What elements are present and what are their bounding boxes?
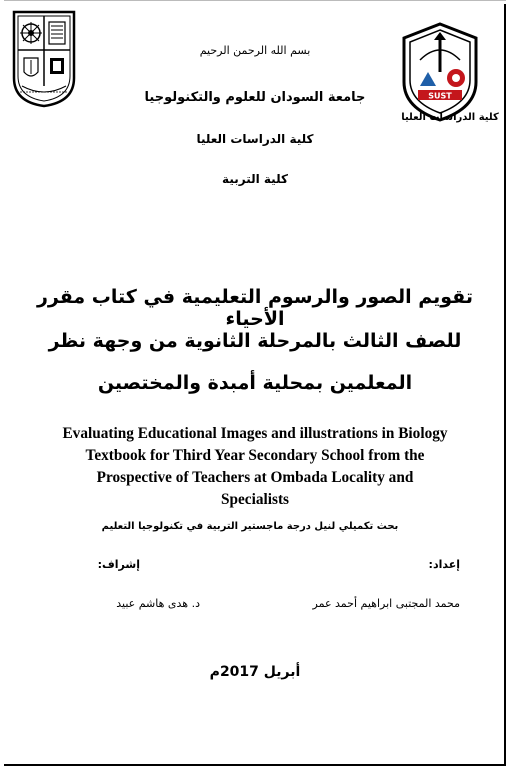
emblem-caption: كلية الدراسات العليا	[401, 112, 499, 123]
english-title-line-2: Textbook for Third Year Secondary School from the	[85, 447, 425, 464]
education-college-name: كلية التربية	[222, 172, 288, 186]
english-title-line-1: Evaluating Educational Images and illustrations in Biology	[62, 425, 448, 442]
sust-emblem-icon	[398, 20, 482, 126]
university-crest-icon	[10, 8, 78, 108]
graduate-college-name: كلية الدراسات العليا	[196, 132, 314, 146]
prepared-by-label: إعداد:	[428, 558, 460, 571]
supervisor-name: د. هدى هاشم عبيد	[116, 597, 200, 610]
svg-text:SUST: SUST	[428, 91, 452, 101]
arabic-title-line-3: المعلمين بمحلية أمبدة والمختصين	[97, 372, 413, 394]
arabic-title-line-1: تقويم الصور والرسوم التعليمية في كتاب مقرر الأحياء	[36, 286, 473, 330]
english-title-line-3: Prospective of Teachers at Ombada Locality and	[96, 469, 414, 486]
english-title	[22, 423, 488, 511]
english-title-line-4: Specialists	[221, 491, 289, 508]
basmala: بسم الله الرحمن الرحيم	[199, 44, 311, 57]
supervised-by-label: إشراف:	[97, 558, 140, 571]
university-name: جامعة السودان للعلوم والتكنولوجيا	[144, 90, 366, 105]
submission-date: أبريل 2017م	[209, 664, 301, 680]
author-name: محمد المجتبى ابراهيم أحمد عمر	[312, 597, 460, 610]
research-note: بحث تكميلي لنيل درجة ماجستير التربية في تكنولوجيا التعليم	[101, 521, 399, 532]
arabic-title-line-2: للصف الثالث بالمرحلة الثانوية من وجهة نظر	[48, 330, 462, 352]
